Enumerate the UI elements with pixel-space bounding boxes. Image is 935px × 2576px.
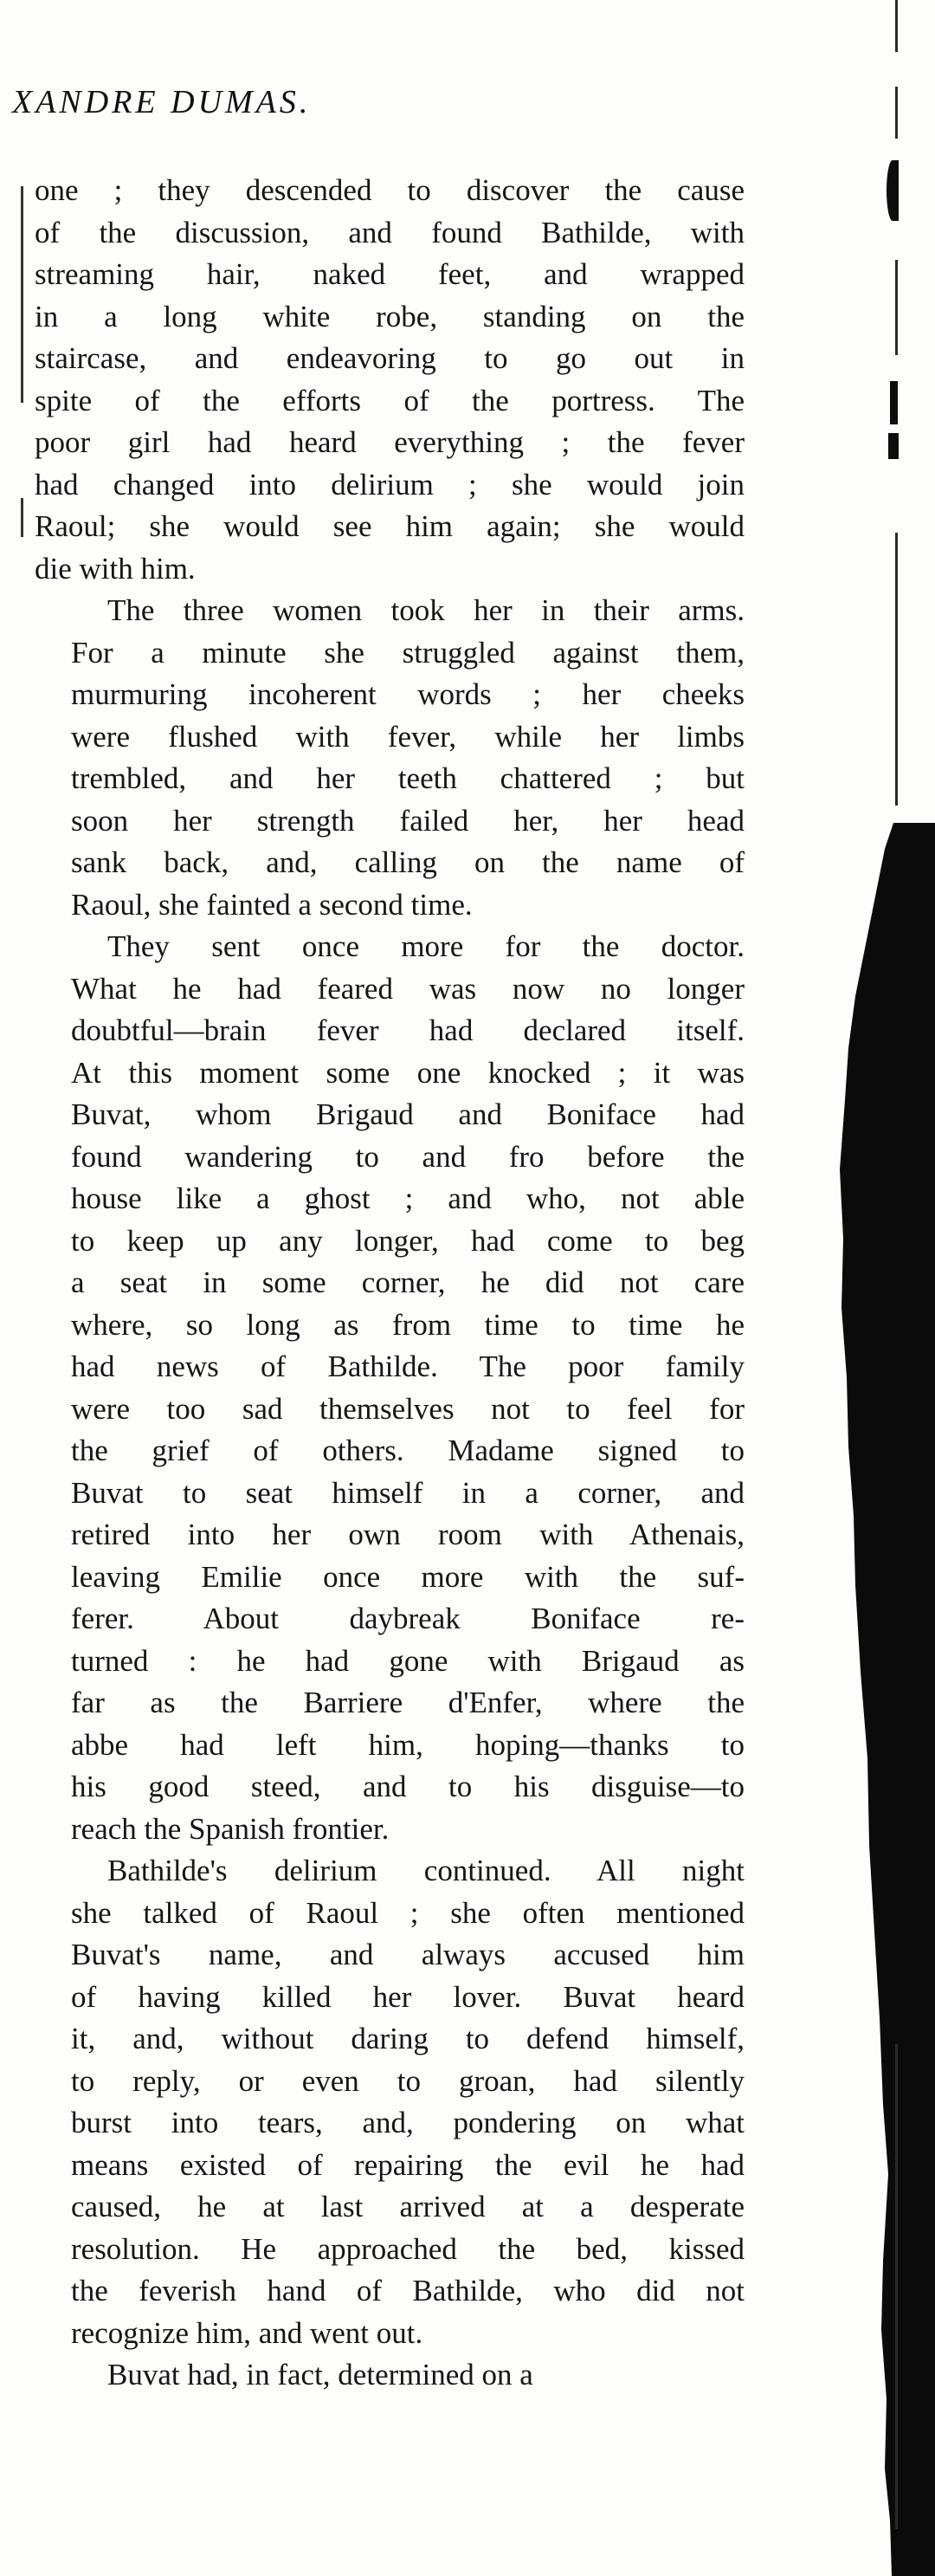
text-line: she talked of Raoul ; she often mentioned (71, 1895, 745, 1930)
text-line: trembled, and her teeth chattered ; but (71, 761, 745, 795)
text-line: were flushed with fever, while her limbs (71, 719, 745, 754)
text-line: Bathilde's delirium continued. All night (107, 1854, 745, 1887)
text-line: recognize him, and went out. (71, 2315, 423, 2350)
text-line: means existed of repairing the evil he had (71, 2147, 745, 2182)
text-line: turned : he had gone with Brigaud as (71, 1643, 745, 1678)
text-line: murmuring incoherent words ; her cheeks (71, 677, 745, 711)
text-line: doubtful—brain fever had declared itself. (71, 1013, 745, 1047)
text-line: Buvat had, in fact, determined on a (107, 2358, 533, 2392)
text-line: one ; they descended to discover the cause (35, 173, 745, 207)
text-line: his good steed, and to his disguise—to (71, 1770, 745, 1803)
gutter-edge-line-1 (895, 0, 898, 52)
left-margin-rule-2 (21, 498, 23, 537)
paragraph (35, 1850, 745, 2354)
text-line: streaming hair, naked feet, and wrapped (35, 257, 745, 291)
text-line: far as the Barriere d'Enfer, where the (71, 1686, 745, 1719)
text-line: to reply, or even to groan, had silently (71, 2063, 745, 2098)
paragraph (35, 170, 745, 590)
running-head: XANDRE DUMAS. (12, 84, 312, 120)
gutter-mark-2 (890, 381, 898, 424)
text-line: house like a ghost ; and who, not able (71, 1181, 745, 1215)
text-line: reach the Spanish frontier. (71, 1811, 390, 1846)
text-line: retired into her own room with Athenais, (71, 1518, 745, 1551)
text-line: Raoul; she would see him again; she would (35, 509, 745, 543)
text-line: poor girl had heard everything ; the fever (35, 425, 745, 459)
gutter-edge-line-2 (895, 87, 898, 139)
text-line: sank back, and, calling on the name of (71, 845, 745, 879)
text-line: Buvat, whom Brigaud and Boniface had (71, 1097, 745, 1131)
gutter-mark-1 (887, 160, 899, 221)
text-line: to keep up any longer, had come to beg (71, 1223, 745, 1258)
body-text (35, 170, 745, 2397)
text-line: Buvat's name, and always accused him (71, 1938, 745, 1971)
text-line: spite of the efforts of the portress. The (35, 383, 745, 417)
text-line: Buvat to seat himself in a corner, and (71, 1475, 745, 1510)
paragraph (35, 926, 745, 1850)
text-line: die with him. (35, 551, 196, 586)
paragraph (35, 2354, 745, 2397)
text-line: What he had feared was now no longer (71, 971, 745, 1006)
text-line: leaving Emilie once more with the suf- (71, 1559, 745, 1594)
text-line: it, and, without daring to defend himself, (71, 2022, 745, 2055)
text-line: soon her strength failed her, her head (71, 803, 745, 838)
text-line: For a minute she struggled against them, (71, 635, 745, 670)
text-line: staircase, and endeavoring to go out in (35, 341, 745, 375)
text-line: abbe had left him, hoping—thanks to (71, 1727, 745, 1762)
text-line: in a long white robe, standing on the (35, 299, 745, 333)
text-line: the grief of others. Madame signed to (71, 1434, 745, 1467)
damaged-edge-shadow (831, 823, 935, 2576)
gutter-mark-3 (888, 433, 899, 459)
text-line: were too sad themselves not to feel for (71, 1391, 745, 1426)
text-line: where, so long as from time to time he (71, 1307, 745, 1342)
text-line: caused, he at last arrived at a desperate (71, 2190, 745, 2223)
gutter-edge-line-4 (895, 533, 898, 806)
text-line: burst into tears, and, pondering on what (71, 2106, 745, 2139)
gutter-edge-line-3 (895, 260, 898, 355)
text-line: of the discussion, and found Bathilde, with (35, 215, 745, 249)
text-line: ferer. About daybreak Boniface re- (71, 1602, 745, 1635)
text-line: of having killed her lover. Buvat heard (71, 1979, 745, 2014)
text-line: a seat in some corner, he did not care (71, 1265, 745, 1299)
text-line: resolution. He approached the bed, kissed (71, 2231, 745, 2266)
text-line: They sent once more for the doctor. (107, 929, 745, 963)
left-margin-rule-1 (21, 186, 23, 403)
paragraph (35, 590, 745, 926)
text-line: had news of Bathilde. The poor family (71, 1349, 745, 1383)
text-line: At this moment some one knocked ; it was (71, 1055, 745, 1090)
text-line: the feverish hand of Bathilde, who did not (71, 2274, 745, 2307)
text-line: Raoul, she fainted a second time. (71, 887, 473, 922)
text-line: had changed into delirium ; she would join (35, 467, 745, 502)
text-line: found wandering to and fro before the (71, 1139, 745, 1174)
gutter-edge-line-6 (895, 2044, 898, 2529)
text-line: The three women took her in their arms. (107, 593, 745, 627)
